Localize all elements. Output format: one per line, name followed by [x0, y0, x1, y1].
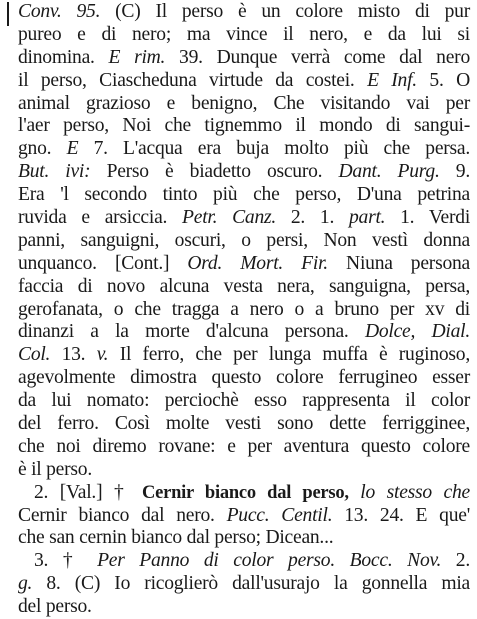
body-text: animal grazioso e benigno, Che visitando vai per	[18, 92, 470, 114]
text-line	[18, 1, 470, 24]
text-line	[18, 299, 470, 322]
text-line	[18, 367, 470, 390]
sense-heading: Cernir bianco dal perso,	[142, 482, 349, 503]
citation-text: Pucc. Centil.	[226, 504, 333, 526]
citation-text: v.	[96, 344, 109, 366]
body-text: 9.	[439, 161, 470, 183]
body-text: del ferro. Così molte vesti sono dette ferrigginee,	[18, 413, 470, 435]
text-line	[18, 505, 470, 528]
body-text: pureo e di nero; ma vince il nero, e da lui si	[18, 23, 470, 45]
citation-text: lo stesso che	[348, 481, 470, 503]
body-text: 13.	[50, 344, 97, 366]
text-line	[18, 47, 470, 70]
body-text: Era 'l secondo tinto più che perso, D'una petrina	[18, 184, 470, 206]
body-text: 3. †	[34, 550, 98, 572]
text-line	[18, 24, 470, 47]
body-text: agevolmente dimostra questo colore ferrugineo esser	[18, 367, 470, 389]
citation-text: g.	[18, 573, 33, 595]
body-text: è il perso.	[18, 458, 92, 480]
body-text: Il ferro, che per lunga muffa è ruginoso,	[108, 344, 470, 366]
body-text: che noi diremo rovane: e per aventura questo colore	[18, 435, 470, 457]
body-text: unquanco. [Cont.]	[18, 252, 188, 274]
body-text: 2. 1.	[276, 207, 349, 229]
body-text: l'aer perso, Noi che tignemmo il mondo di sangui-	[18, 115, 470, 137]
body-text: dinomina.	[18, 46, 109, 68]
citation-text: Dant. Purg.	[338, 161, 440, 183]
body-text: Perso è biadetto oscuro.	[90, 161, 339, 183]
citation-text: Dolce, Dial.	[364, 321, 470, 343]
citation-text: Per Panno di color perso.	[97, 550, 335, 572]
text-line	[18, 344, 470, 367]
body-text: Cernir bianco dal nero.	[18, 504, 227, 526]
body-text: dinanzi a la morte d'alcuna persona.	[18, 321, 365, 343]
text-line	[18, 436, 470, 459]
citation-text: E Inf.	[367, 69, 417, 91]
body-text: panni, sanguigni, oscuri, o persi, Non vestì donna	[18, 229, 470, 251]
text-line	[18, 93, 470, 116]
body-text: Niuna persona	[327, 252, 470, 274]
text-line	[18, 413, 470, 436]
text-line	[18, 230, 470, 253]
text-line	[18, 253, 470, 276]
text-line	[18, 550, 470, 573]
body-text: del perso.	[18, 596, 92, 618]
body-text: 2. [Val.] †	[34, 481, 143, 503]
body-text: 2.	[441, 550, 470, 572]
citation-text: part.	[348, 207, 386, 229]
citation-text: E rim.	[108, 46, 166, 68]
body-text	[335, 550, 350, 571]
body-text: gerofanata, o che tragga a nero o a bruno per xv di	[18, 298, 470, 320]
body-text: (C) Il perso è un colore misto di pur	[100, 1, 470, 22]
text-line	[18, 276, 470, 299]
body-text: che san cernin bianco dal perso; Dicean...	[18, 527, 334, 549]
body-text: 13. 24. E que'	[332, 504, 471, 526]
body-text: 7. L'acqua era buja molto più che persa.	[78, 138, 471, 160]
citation-text: Petr. Canz.	[182, 207, 277, 229]
body-text: 1. Verdi	[385, 207, 471, 229]
citation-text: Col.	[18, 344, 51, 366]
citation-text: Ord. Mort. Fir.	[187, 252, 328, 274]
citation-text: Conv. 95.	[18, 1, 101, 22]
text-line	[18, 115, 470, 138]
text-line	[18, 184, 470, 207]
body-text: gno.	[18, 138, 67, 160]
body-text: faccia di novo alcuna vesta nera, sanguigna, persa,	[18, 275, 470, 297]
body-text: il perso, Ciascheduna virtude da costei.	[18, 69, 368, 91]
body-text: ruvida e arsiccia.	[18, 207, 183, 229]
text-line	[18, 390, 470, 413]
body-text: 5. O	[416, 69, 471, 91]
text-line	[18, 459, 470, 482]
text-line	[18, 573, 470, 596]
text-line	[18, 527, 470, 550]
body-text: da lui nomato: perciochè esso rappresenta il color	[18, 390, 470, 412]
text-line	[18, 596, 470, 619]
citation-text: E	[66, 138, 79, 160]
text-line	[18, 70, 470, 93]
margin-rule	[7, 2, 9, 26]
citation-text: Bocc. Nov.	[349, 550, 442, 572]
body-text: 39. Dunque verrà come dal nero	[165, 46, 471, 68]
text-line	[18, 207, 470, 230]
citation-text: But. ivi:	[18, 161, 91, 183]
body-text: 8. (C) Io ricoglierò dall'usurajo la gonnella mia	[32, 573, 470, 595]
entry-text	[18, 1, 470, 619]
text-line	[18, 321, 470, 344]
text-line	[18, 161, 470, 184]
text-line	[18, 482, 470, 505]
text-line	[18, 138, 470, 161]
